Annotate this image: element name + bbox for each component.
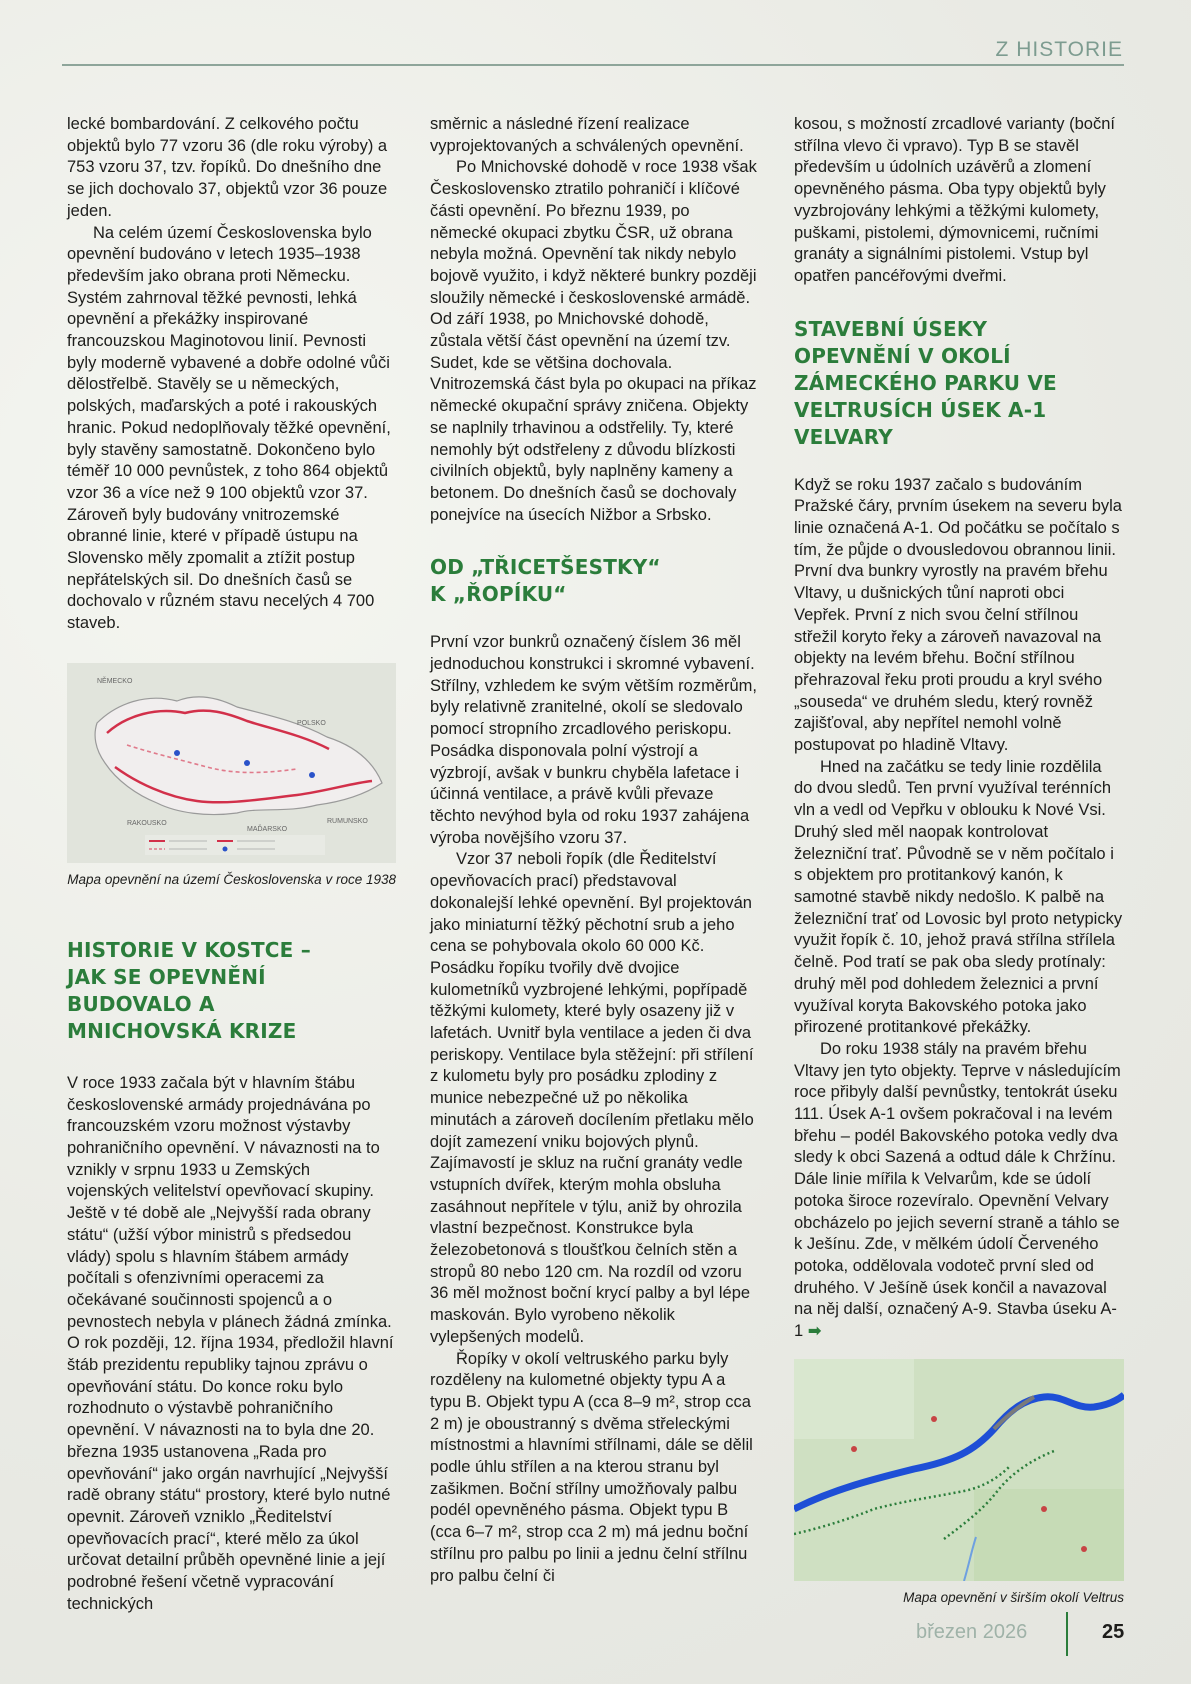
- section-heading: OD „TŘICETŠESTKY“ K „ŘOPÍKU“: [430, 555, 661, 607]
- paragraph: První vzor bunkrů označený číslem 36 měl jednoduchou konstrukci i skromné vybavení. Střílny, vzhledem ke svým větším rozměrům, byly relativně zranitelné, okolí se sledovalo pomocí stropního zrcadlového periskopu. Posádka disponovala polní výstrojí a výzbrojí, avšak v bunkru chyběla lafetace i účinná ventilace, a právě kvůli převaze těchto nevýhod byla od roku 1937 zahájena výroba novějšího vzoru 37.: [430, 633, 758, 847]
- paragraph: Hned na začátku se tedy linie rozdělila do dvou sledů. Ten první využíval terénních vln a vedl od Vepřku v oblouku k Nové Vsi. Druhý sled měl naopak kontrolovat železniční trať. Původně se v něm počítalo i s objektem pro protitankový kanón, k samotné stavbě nikdy nedošlo. K palbě na železniční trať od Lovosic byl proto netypicky využit řopík č. 10, jehož pravá střílna střílela čelně. Pod tratí se pak oba sledy protínaly: druhý měl pod dohledem železnici a první využíval koryta Bakovského potoka jako přirozené protitankové překážky.: [794, 757, 1123, 1037]
- paragraph: [794, 1039, 1124, 1343]
- figure-caption: Mapa opevnění na území Československa v roce 1938: [67, 871, 396, 887]
- paragraph: Když se roku 1937 začalo s budováním Pražské čáry, prvním úsekem na severu byla linie označená A-1. Od počátku se počítalo s tím, že půjde o dvousledovou obrannou linii. První dva bunkry vyrostly na pravém břehu Vltavy, u dušnických tůní naproti obci Vepřek. První z nich svou čelní střílnou střežil koryto řeky a zároveň navazoval na objekty na levém břehu. Boční střílnou přehrazoval řeku proti proudu a kryl svého „souseda“ ve druhém sledu, který rovněž zajišťoval, aby nepřítel nemohl volně postupovat po hladině Vltavy.: [794, 475, 1122, 755]
- map-veltrusy-graphic: [794, 1359, 1124, 1581]
- issue-date: březen 2026: [916, 1621, 1028, 1643]
- map-czechoslovakia-graphic: [67, 663, 396, 863]
- map-czechoslovakia: [67, 663, 396, 863]
- map-label: NĚMECKO: [97, 677, 133, 685]
- section-label: Z HISTORIE: [995, 38, 1123, 61]
- map-figure-veltrusy: [794, 1359, 1124, 1607]
- map-veltrusy: [794, 1359, 1124, 1581]
- map-label: MAĎARSKO: [247, 825, 288, 833]
- map-label: RAKOUSKO: [127, 819, 167, 827]
- paragraph: lecké bombardování. Z celkového počtu objektů bylo 77 vzoru 36 (dle roku výroby) a 753 vzoru 37, tzv. řopíků. Do dnešního dne se jich dochovalo 37, objektů vzor 36 pouze jeden.: [67, 115, 388, 220]
- footer-divider: [1066, 1612, 1068, 1656]
- paragraph: Na celém území Československa bylo opevnění budováno v letech 1935–1938 především jako obrana proti Německu. Systém zahrnoval těžké pevnosti, lehká opevnění a překážky inspirované francouzskou Maginotovou linií. Pevnosti byly moderně vybavené a dobře odolné vůči dělostřelbě. Stavěly se u německých, polských, maďarských a poté i rakouských hranic. Pokud nedoplňovaly těžké opevnění, byly stavěny samostatně. Dokončeno bylo téměř 10 000 pevnůstek, z toho 864 objektů vzor 36 a více než 9 100 objektů vzor 37. Zároveň byly budovány vnitrozemské obranné linie, které v případě ústupu na Slovensko měly zpomalit a ztížit postup nepřátelských sil. Do dnešních časů se dochovalo v různém stavu necelých 4 700 staveb.: [67, 223, 391, 633]
- figure-caption: Mapa opevnění v širším okolí Veltrus: [903, 1589, 1124, 1605]
- column-3: [794, 114, 1124, 1607]
- paragraph: kosou, s možností zrcadlové varianty (boční střílna vlevo či vpravo). Typ B se stavěl především u údolních uzávěrů a zlomení opevněného pásma. Oba typy objektů byly vyzbrojovány lehkými a těžkými kulomety, puškami, pistolemi, dýmovnicemi, ručními granáty a signálními pistolemi. Vstup byl opatřen pancéřovými dveřmi.: [794, 115, 1115, 285]
- map-label: RUMUNSKO: [327, 817, 368, 825]
- map-figure-czechoslovakia: [67, 663, 396, 889]
- column-2: [430, 114, 759, 1587]
- paragraph: Řopíky v okolí veltruského parku byly rozděleny na kulometné objekty typu A a typu B. Objekt typu A (cca 8–9 m², strop cca 2 m) je oboustranný s dvěma střeleckými místnostmi a hlavními střílnami, dále se dělil podle úhlu střílen a na kterou stranu byl zašikmen. Boční střílny umožňovaly palbu podél opevněného pásma. Objekt typu B (cca 6–7 m², strop cca 2 m) má jednu boční střílnu pro palbu po linii a jednu čelní střílnu pro palbu čelní či: [430, 1349, 753, 1585]
- map-label: POLSKO: [297, 719, 326, 727]
- column-1: [67, 114, 396, 1615]
- paragraph: V roce 1933 začala být v hlavním štábu československé armády projednávána po francouzském vzoru možnost výstavby pohraničního opevnění. V návaznosti na to vznikly v srpnu 1933 u Zemských vojenských velitelství opevňovací skupiny. Ještě v té době ale „Nejvyšší rada obrany státu“ (užší výbor ministrů s předsedou vlády) spolu s hlavním štábem armády počítali s ofenzivními operacemi za očekávané součinnosti spojenců a o pevnostech nebyla v plánech žádná zmínka. O rok později, 12. října 1934, předložil hlavní štáb prezidentu republiky tajnou zprávu o opevňování státu. Do konce roku bylo rozhodnuto o výstavbě pohraničního opevnění. V návaznosti na to byla dne 20. března 1935 ustanovena „Rada pro opevňování“ jako orgán navrhující „Nejvyšší radě obrany státu“ prostory, které bylo nutné opevnit. Zároveň vzniklo „Ředitelství opevňovacích prací“, které mělo za úkol určovat detailní průběh opevněné linie a její podrobné řešení včetně vypracování technických: [67, 1073, 394, 1613]
- page-number: 25: [1102, 1621, 1125, 1643]
- paragraph: Po Mnichovské dohodě v roce 1938 však Československo ztratilo pohraničí i klíčové části opevnění. Po březnu 1939, po německé okupaci zbytku ČSR, už obrana nebyla možná. Opevnění tak nikdy nebylo bojově využito, i když některé bunkry později sloužily německé i československé armádě. Od září 1938, po Mnichovské dohodě, zůstala větší část opevnění na území tzv. Sudet, kde se většina dochovala. Vnitrozemská část byla po okupaci na příkaz německé okupační správy zničena. Objekty se naplnily trhavinou a odstřelily. Ty, které nemohly být odstřeleny z důvodu blízkosti civilních objektů, byly naplněny kameny a betonem. Do dnešních časů se dochovaly ponejvíce na úsecích Nižbor a Srbsko.: [430, 158, 757, 524]
- paragraph: směrnic a následné řízení realizace vyprojektovaných a schválených opevnění.: [430, 115, 744, 155]
- paragraph-text: Do roku 1938 stály na pravém břehu Vltavy jen tyto objekty. Teprve v následujícím roce přibyly další pevnůstky, tentokrát úseku 111. Úsek A-1 ovšem pokračoval i na levém břehu – podél Bakovského potoka vedly dva sledy k obci Sazená a odtud dále k Chržínu. Dále linie mířila k Velvarům, kde se údolí potoka široce rozevíralo. Opevnění Velvary obcházelo po jejich severní straně a táhlo se k Ješínu. Zde, v mělkém údolí Červeného potoka, oddělovala vodoteč první sled od druhého. V Ješíně úsek končil a navazoval na něj další, označený A-9. Stavba úseku A-1: [794, 1039, 1121, 1341]
- header-rule: [62, 64, 1124, 66]
- section-heading: HISTORIE V KOSTCE – JAK SE OPEVNĚNÍ BUDOVALO A MNICHOVSKÁ KRIZE: [67, 937, 311, 1043]
- paragraph: Vzor 37 neboli řopík (dle Ředitelství opevňovacích prací) představoval dokonalejší lehké opevnění. Byl projektován jako miniaturní těžký pěchotní srub a jeho cena se pohybovala okolo 60 000 Kč. Posádku řopíku tvořily dvě dvojice kulometníků vyzbrojené lehkými, popřípadě těžkými kulomety, které byly osazeny již v lafetách. Uvnitř byla ventilace a jeden či dva periskopy. Ventilace byla stěžejní: při střílení z kulometu byly pro posádku zplodiny z munice nebezpečné už po několika minutách a zároveň docílením přetlaku mělo dojít zamezení vniku bojových plynů. Zajímavostí je skluz na ruční granáty vedle vstupních dvířek, kterým mohla obsluha zasáhnout nepřítele v týlu, aniž by ohrozila vlastní bezpečnost. Konstrukce byla železobetonová s tloušťkou čelních stěn a stropů 80 nebo 120 cm. Na rozdíl od vzoru 36 měl možnost boční krycí palby a byl lépe maskován. Bylo vyrobeno několik vylepšených modelů.: [430, 850, 754, 1346]
- section-heading: STAVEBNÍ ÚSEKY OPEVNĚNÍ V OKOLÍ ZÁMECKÉHO PARKU VE VELTRUSÍCH ÚSEK A-1 VELVARY: [794, 316, 1057, 449]
- continue-arrow-icon: ➡: [807, 1322, 822, 1341]
